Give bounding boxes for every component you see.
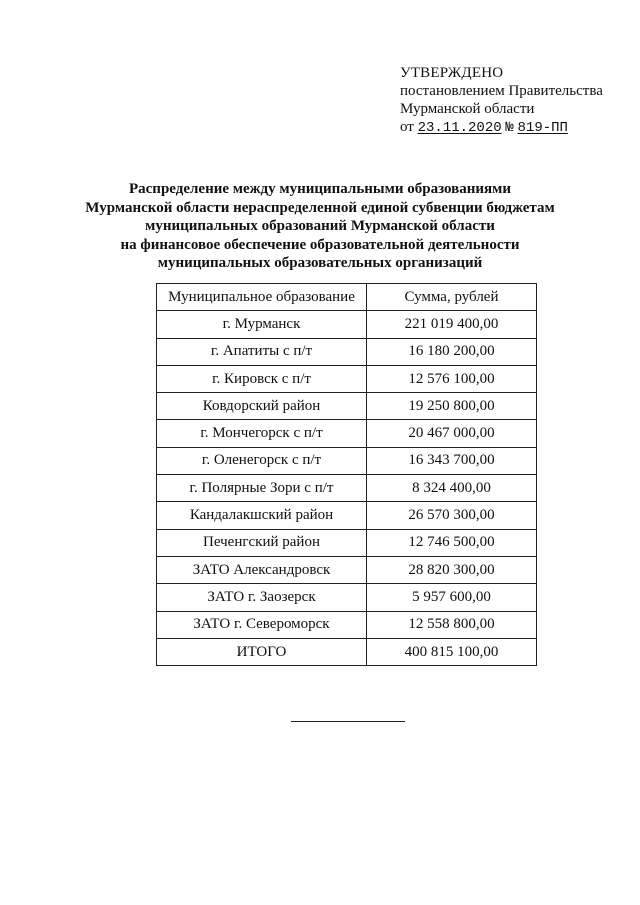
- amount-cell: 28 820 300,00: [367, 556, 537, 583]
- header-amount: Сумма, рублей: [367, 284, 537, 311]
- municipality-cell: г. Мончегорск с п/т: [157, 420, 367, 447]
- municipality-cell: г. Мурманск: [157, 311, 367, 338]
- table-header-row: [157, 284, 537, 311]
- total-amount-cell: 400 815 100,00: [367, 638, 537, 665]
- amount-cell: 26 570 300,00: [367, 502, 537, 529]
- municipality-cell: г. Полярные Зори с п/т: [157, 475, 367, 502]
- approval-number: 819-ПП: [517, 120, 568, 136]
- municipality-cell: Ковдорский район: [157, 393, 367, 420]
- approval-date-line: [400, 118, 630, 137]
- table-row: [157, 365, 537, 392]
- table-row: [157, 420, 537, 447]
- approved-label: УТВЕРЖДЕНО: [400, 65, 504, 81]
- table-row: [157, 502, 537, 529]
- municipality-cell: г. Оленегорск с п/т: [157, 447, 367, 474]
- amount-cell: 16 343 700,00: [367, 447, 537, 474]
- amount-cell: 19 250 800,00: [367, 393, 537, 420]
- table-row: [157, 529, 537, 556]
- approval-resolution-line: постановлением Правительства: [400, 83, 603, 99]
- approval-stamp: [400, 64, 630, 137]
- date-prefix: от: [400, 119, 414, 135]
- table-row: [157, 475, 537, 502]
- total-label-cell: ИТОГО: [157, 638, 367, 665]
- amount-cell: 221 019 400,00: [367, 311, 537, 338]
- municipality-cell: Кандалакшский район: [157, 502, 367, 529]
- header-municipality: Муниципальное образование: [157, 284, 367, 311]
- municipality-cell: г. Апатиты с п/т: [157, 338, 367, 365]
- municipality-cell: ЗАТО г. Североморск: [157, 611, 367, 638]
- table-total-row: [157, 638, 537, 665]
- municipality-cell: ЗАТО г. Заозерск: [157, 584, 367, 611]
- amount-cell: 5 957 600,00: [367, 584, 537, 611]
- end-divider: [291, 721, 405, 722]
- amount-cell: 12 576 100,00: [367, 365, 537, 392]
- number-prefix: №: [505, 120, 514, 136]
- table-row: [157, 447, 537, 474]
- amount-cell: 20 467 000,00: [367, 420, 537, 447]
- title-line: муниципальных образовательных организаций: [157, 255, 483, 271]
- distribution-table: [156, 283, 537, 666]
- amount-cell: 8 324 400,00: [367, 475, 537, 502]
- amount-cell: 16 180 200,00: [367, 338, 537, 365]
- municipality-cell: ЗАТО Александровск: [157, 556, 367, 583]
- amount-cell: 12 746 500,00: [367, 529, 537, 556]
- document-title: [80, 180, 560, 273]
- table-row: [157, 556, 537, 583]
- approval-region-line: Мурманской области: [400, 101, 535, 117]
- municipality-cell: Печенгский район: [157, 529, 367, 556]
- title-line: муниципальных образований Мурманской области: [145, 218, 495, 234]
- table-row: [157, 393, 537, 420]
- municipality-cell: г. Кировск с п/т: [157, 365, 367, 392]
- table-row: [157, 311, 537, 338]
- amount-cell: 12 558 800,00: [367, 611, 537, 638]
- table-row: [157, 338, 537, 365]
- title-line: Мурманской области нераспределенной единой субвенции бюджетам: [85, 199, 555, 216]
- title-line: Распределение между муниципальными образованиями: [128, 181, 511, 197]
- table-row: [157, 611, 537, 638]
- title-line: на финансовое обеспечение образовательной деятельности: [120, 236, 520, 253]
- table-row: [157, 584, 537, 611]
- approval-date: 23.11.2020: [417, 120, 502, 136]
